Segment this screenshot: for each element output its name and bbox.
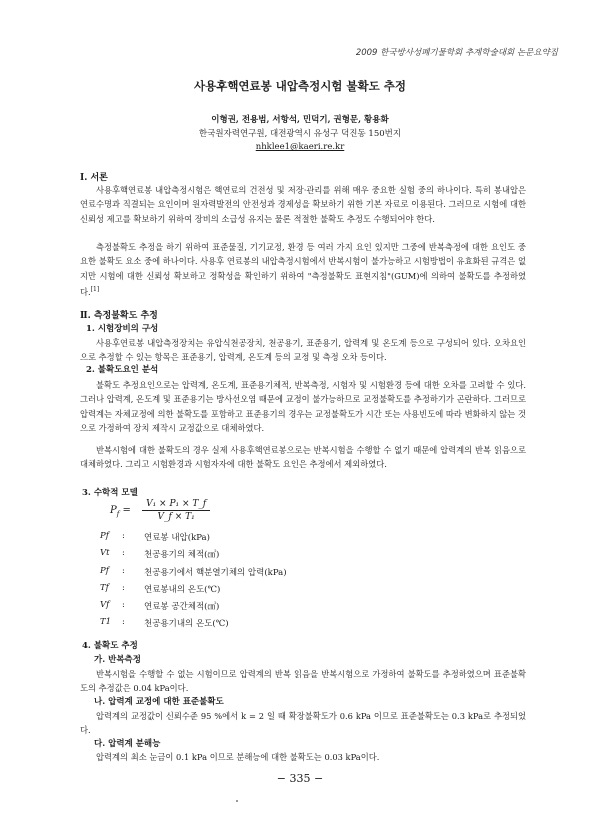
- variable-symbol: Vt: [100, 548, 110, 559]
- section-title-uncertainty: Ⅱ. 측정불확도 추정: [80, 311, 158, 321]
- variable-row: [100, 531, 287, 548]
- variable-symbol: T1: [100, 617, 112, 628]
- variable-description: 천공용기의 체적(㎤): [144, 550, 220, 561]
- formula-denominator: V_f × T₁: [157, 512, 195, 522]
- variable-separator: :: [122, 548, 125, 559]
- variable-symbol: Pf: [100, 531, 109, 541]
- formula-fraction: [142, 499, 210, 522]
- factors-paragraph-1: [80, 378, 526, 435]
- variable-row: [100, 566, 287, 583]
- resolution-paragraph-text: 압력계의 최소 눈금이 0.1 kPa 이므로 분해능에 대한 불확도는 0.03 kPa이다.: [96, 752, 380, 762]
- variable-row: [100, 583, 287, 600]
- page-number: − 335 −: [276, 772, 324, 785]
- variable-symbol: Tf: [100, 582, 109, 593]
- apparatus-paragraph: [80, 336, 526, 365]
- intro-paragraph-2-text: 측정불확도 추정을 하기 위하여 표준물질, 기기교정, 환경 등 여러 가지 요인 있지만 그중에 반복측정에 대한 요인도 중요한 불확도 요소 중에 하나이다. 사용후 연료봉의 내압측정시험에서 반복시험이 불가능하고 시험방법이 유효화된 규격은 없지만 시험에 대한 신뢰성 확보하고 정확성을 확인하기 위하여 "측정불확도 표현지침"(GUM)에 의하여 불확도를 추정하였다.: [80, 242, 526, 297]
- calibration-paragraph-text: 압력계의 교정값이 신뢰수준 95 %에서 k = 2 일 때 확장불확도가 0.6 kPa 이므로 표준불확도는 0.3 kPa로 추정되었다.: [80, 711, 526, 736]
- factors-paragraph-2: [80, 443, 526, 472]
- subsection-title-repeat: 가. 반복측정: [94, 655, 141, 665]
- variable-row: [100, 600, 287, 617]
- section-title-intro: Ⅰ. 서론: [80, 173, 108, 183]
- scan-mark: [236, 800, 238, 802]
- variable-description: 천공용기내의 온도(℃): [144, 619, 229, 630]
- variable-separator: :: [122, 531, 125, 541]
- factors-paragraph-1-text: 불확도 추정요인으로는 압력계, 온도계, 표준용기체적, 반복측정, 시험자 및 시험환경 등에 대한 오차를 고려할 수 있다. 그러나 압력계, 온도계 및 표준용기는 방사선오염 때문에 교정이 불가능하므로 교정불확도를 추정하기가 곤란하다. 그러므로 압력계는 자체교정에 의한 불확도를 포함하고 표준용기의 경우는 교정불확도가 시간 또는 사용빈도에 따라 변화하지 않는 것으로 가정하여 장치 제작시 교정값으로 대체하였다.: [80, 380, 526, 433]
- author-list: 이형권, 전용범, 서항석, 민덕기, 권형문, 황용화: [211, 115, 389, 125]
- reference-marker: [1]: [90, 285, 100, 293]
- formula-lhs: P: [110, 505, 117, 516]
- intro-paragraph-2: [80, 240, 526, 299]
- affiliation: 한국원자력연구원, 대전광역시 유성구 덕진동 150번지: [198, 129, 402, 139]
- formula-lhs-sub: f: [116, 510, 120, 518]
- variable-description: 연료봉 공간체적(㎤): [144, 602, 220, 613]
- variable-description: 천공용기에서 핵분열기체의 압력(kPa): [144, 567, 287, 578]
- subsection-title-estimation: 4. 불확도 추정: [82, 641, 138, 651]
- variable-description: 연료봉 내압(kPa): [144, 533, 210, 543]
- calibration-paragraph: [80, 709, 526, 738]
- conference-header: 2009 한국방사성폐기물학회 추계학술대회 논문요약집: [355, 48, 558, 58]
- apparatus-paragraph-text: 사용후연료봉 내압측정장치는 유압식천공장치, 천공용기, 표준용기, 압력계 및 온도계 등으로 구성되어 있다. 오차요인으로 추정할 수 있는 항목은 표준용기, 압력계, 온도계 등의 교정 및 측정 오차 등이다.: [80, 338, 526, 363]
- repeat-paragraph-text: 반복시험을 수행할 수 없는 시험이므로 압력계의 반복 읽음을 반복시험으로 가정하여 불확도를 추정하였으며 표준불확도의 추정값은 0.04 kPa이다.: [80, 669, 526, 694]
- factors-paragraph-2-text: 반복시험에 대한 불확도의 경우 실제 사용후핵연료봉으로는 반복시험을 수행할 수 없기 때문에 압력계의 반복 읽음으로 대체하였다. 그리고 시험환경과 시험자자에 대한 불확도 요인은 추정에서 제외하였다.: [80, 445, 526, 470]
- variable-separator: :: [122, 600, 125, 611]
- repeat-paragraph: [80, 667, 526, 696]
- formula-numerator: V₁ × P₁ × T_f: [142, 499, 210, 511]
- variable-row: [100, 617, 287, 634]
- subsection-title-calibration: 나. 압력계 교정에 대한 표준불확도: [94, 697, 224, 707]
- subsection-title-factors: 2. 불확도요인 분석: [86, 365, 159, 375]
- subsection-title-resolution: 다. 압력계 분해능: [94, 739, 161, 749]
- variable-separator: :: [122, 617, 125, 628]
- intro-paragraph-1: [80, 183, 526, 226]
- resolution-paragraph: [80, 750, 526, 764]
- subsection-title-model: 3. 수학적 모델: [82, 488, 138, 498]
- paper-title: 사용후핵연료봉 내압측정시험 불확도 추정: [194, 79, 406, 93]
- variable-symbol: Vf: [100, 600, 110, 611]
- intro-paragraph-1-text: 사용후핵연료봉 내압측정시험은 핵연료의 건전성 및 저장·관리를 위해 매우 중요한 실험 중의 하나이다. 특히 봉내압은 연료수명과 직결되는 요인이며 원자력발전의 안전성과 경제성을 확보하기 위한 기본 자료로 이용된다. 그러므로 시험에 대한 신뢰성 제고를 확보하기 위하여 장비의 소급성 유지는 물론 적절한 불확도 추정도 수행되어야 한다.: [80, 185, 526, 224]
- subsection-title-apparatus: 1. 시험장비의 구성: [86, 324, 159, 334]
- variable-symbol: Pf: [100, 565, 109, 576]
- formula: $P_f$ = $\frac{\text{V₁ × P₁ × T\_f}}{\text{V\_f × T₁}}$: [110, 499, 210, 522]
- variable-description: 연료봉내의 온도(℃): [144, 584, 221, 595]
- variable-separator: :: [122, 582, 125, 593]
- variable-separator: :: [122, 565, 125, 576]
- variable-row: [100, 548, 287, 565]
- author-email: nhklee1@kaeri.re.kr: [255, 142, 345, 152]
- variable-list: [100, 531, 287, 635]
